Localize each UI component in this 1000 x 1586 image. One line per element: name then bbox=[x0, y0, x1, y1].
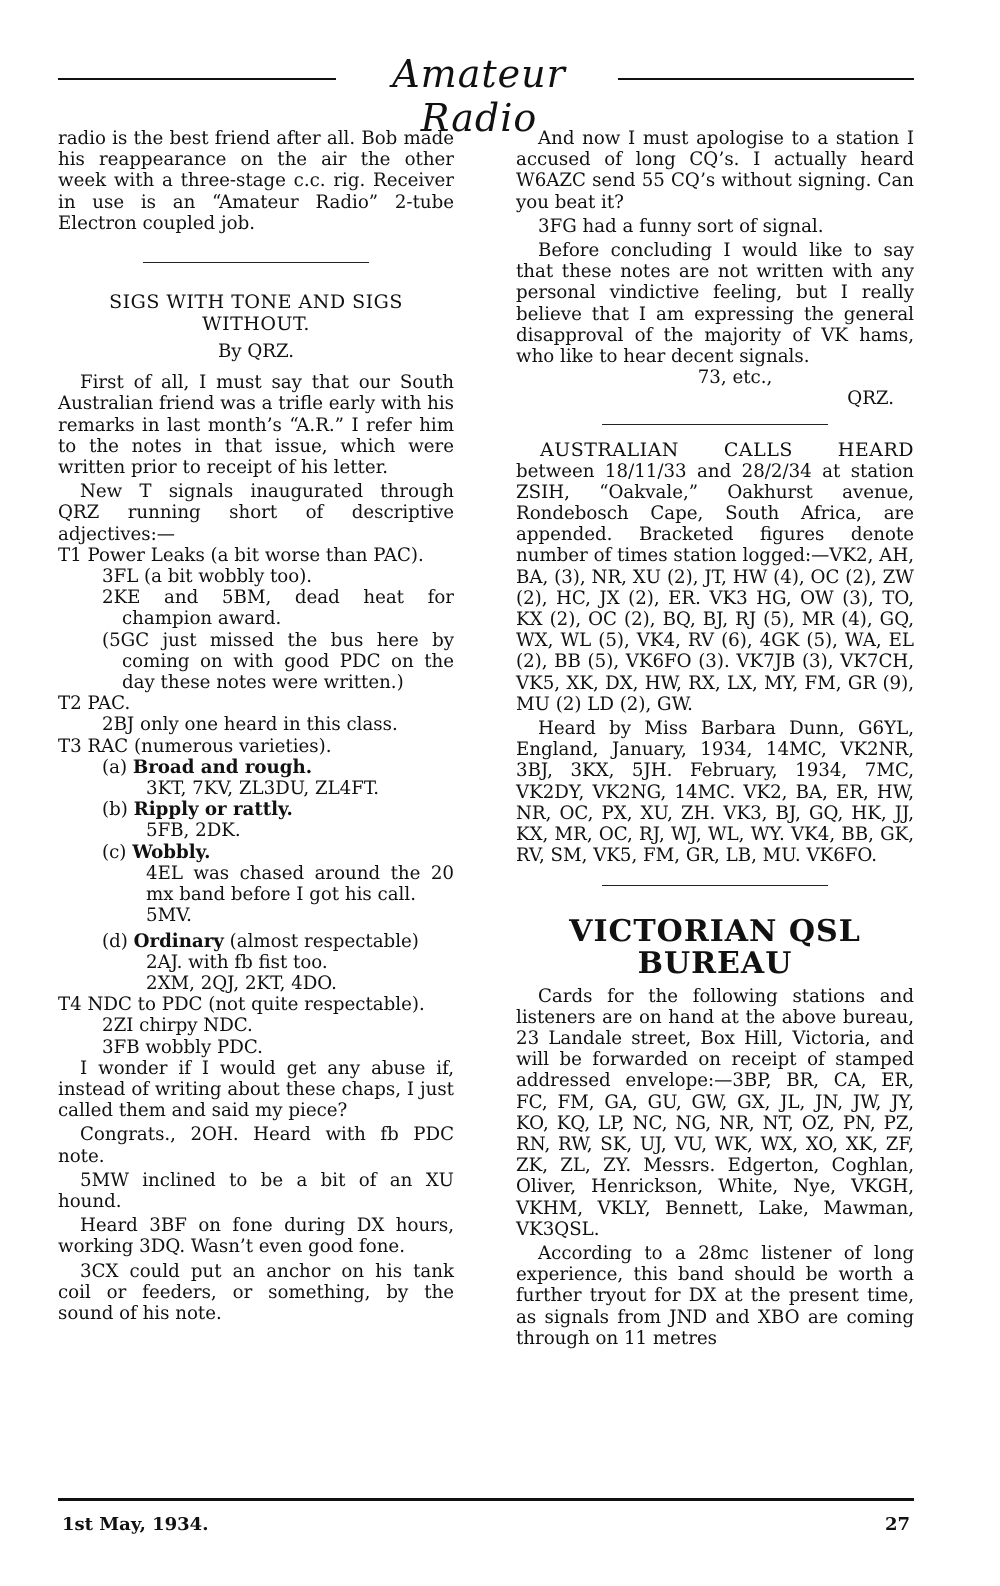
masthead-title: Amateur Radio bbox=[392, 52, 566, 140]
subclass-heading: (b) Ripply or rattly. bbox=[102, 799, 293, 821]
paragraph: Before concluding I would like to say that these notes are not written with any personal vindictive feeling, but I really believe that I am expressing the general disapproval of the majority of VK hams, who like to hear decent signals. bbox=[516, 240, 914, 368]
subclass-example: 2AJ. with fb fist too. bbox=[146, 951, 328, 973]
article-heading: SIGS WITH TONE AND SIGS WITHOUT. bbox=[109, 291, 403, 336]
subclass-example: 4EL was chased around the 20 mx band before I got his call. bbox=[146, 862, 454, 906]
paragraph: And now I must apologise to a station I accused of long CQ’s. I actually heard W6AZC send 55 CQ’s without signing. Can you beat it? bbox=[516, 128, 914, 213]
paragraph: 5MW inclined to be a bit of an XU hound. bbox=[58, 1169, 454, 1212]
t-class-item: T4 NDC to PDC (not quite respectable). bbox=[58, 994, 425, 1016]
calls-heading: AUSTRALIAN CALLS HEARD bbox=[540, 438, 914, 461]
t-class-example: 3FL (a bit wobbly too). bbox=[102, 566, 313, 588]
right-column bbox=[516, 128, 914, 1352]
footer-rule bbox=[58, 1498, 914, 1501]
paragraph: Heard by Miss Barbara Dunn, G6YL, England, January, 1934, 14MC, VK2NR, 3BJ, 3KX, 5JH. February, 1934, 7MC, VK2DY, VK2NG, 14MC. VK2, BA, ER, HW, NR, OC, PX, XU, ZH. VK3, BJ, GQ, HK, JJ, KX, MR, OC, RJ, WJ, WL, WY. VK4, BB, GK, RV, SM, VK5, FM, GR, LB, MU. VK6FO. bbox=[516, 718, 914, 867]
issue-date: 1st May, 1934. bbox=[62, 1514, 209, 1535]
page-header bbox=[58, 52, 914, 140]
t-class-item: T2 PAC. bbox=[58, 693, 131, 715]
t-class-example: 2KE and 5BM, dead heat for champion award. bbox=[102, 587, 454, 630]
page-number: 27 bbox=[884, 1514, 910, 1535]
t-class-item: T1 Power Leaks (a bit worse than PAC). bbox=[58, 544, 424, 566]
paragraph: 3FG had a funny sort of signal. bbox=[538, 215, 824, 237]
paragraph: I wonder if I would get any abuse if, instead of writing about these chaps, I just called them and said my piece? bbox=[58, 1057, 454, 1122]
header-rule-right bbox=[618, 78, 914, 80]
section-divider bbox=[602, 424, 828, 425]
left-column bbox=[58, 128, 454, 1327]
paragraph: According to a 28mc listener of long experience, this band should be worth a further tryout for DX at the present time, as signals from JND and XBO are coming through on 11 metres bbox=[516, 1242, 914, 1349]
subclass-example: 2XM, 2QJ, 2KT, 4DO. bbox=[146, 972, 337, 994]
paragraph: 3CX could put an anchor on his tank coil or feeders, or something, by the sound of his note. bbox=[58, 1260, 454, 1324]
intro-paragraph: radio is the best friend after all. Bob made his reappearance on the air the other week with a three-stage c.c. rig. Receiver in use is an “Amateur Radio” 2-tube Electron coupled job. bbox=[58, 128, 454, 234]
t-class-item: T3 RAC (numerous varieties). bbox=[58, 735, 332, 757]
subclass-heading: (a) Broad and rough. bbox=[102, 756, 313, 778]
subclass-example: 5FB, 2DK. bbox=[146, 820, 241, 842]
article-byline: By QRZ. bbox=[217, 341, 295, 363]
t-class-example: (5GC just missed the bus here by coming on with good PDC on the day these notes were written.) bbox=[102, 629, 454, 694]
section-divider bbox=[143, 262, 369, 263]
section-divider bbox=[602, 885, 828, 886]
paragraph: Cards for the following stations and listeners are on hand at the above bureau, 23 Landale street, Box Hill, Victoria, and will be forwarded on receipt of stamped addressed envelope:—3BP, BR, CA, ER, FC, FM, GA, GU, GW, GX, JL, JN, JW, JY, KO, KQ, LP, NC, NG, NR, NT, OZ, PN, PZ, RN, RW, SK, UJ, VU, WK, WX, XO, XK, ZF, ZK, ZL, ZY. Messrs. Edgerton, Coghlan, Oliver, Henrickson, White, Nye, VKGH, VKHM, VKLY, Bennett, Lake, Mawman, VK3QSL. bbox=[516, 985, 914, 1240]
subclass-heading: (d) Ordinary (almost respectable) bbox=[102, 930, 419, 952]
t-class-example: 3FB wobbly PDC. bbox=[102, 1036, 263, 1058]
signoff-author: QRZ. bbox=[847, 388, 894, 410]
t-class-example: 2ZI chirpy NDC. bbox=[102, 1015, 253, 1037]
signoff-line: 73, etc., bbox=[697, 367, 773, 389]
t-class-example: 2BJ only one heard in this class. bbox=[102, 714, 398, 736]
paragraph: Heard 3BF on fone during DX hours, working 3DQ. Wasn’t even good fone. bbox=[58, 1215, 454, 1258]
paragraph: Congrats., 2OH. Heard with fb PDC note. bbox=[58, 1124, 454, 1167]
subclass-example: 3KT, 7KV, ZL3DU, ZL4FT. bbox=[146, 778, 380, 800]
subclass-example: 5MV. bbox=[146, 905, 192, 927]
qsl-heading: VICTORIAN QSL bbox=[569, 913, 861, 949]
calls-list: between 18/11/33 and 28/2/34 at station ZSIH, “Oakvale,” Oakhurst avenue, Rondebosch Cape, South Africa, are appended. Bracketed figures denote number of times station logged:—VK2, AH, BA, (3), NR, XU (2), JT, HW (4), OC (2), ZW (2), HC, JX (2), ER. VK3 HG, OW (3), TO, KX (2), OC (2), BQ, BJ, RJ (5), MR (4), GQ, WX, WL (5), VK4, RV (6), 4GK (5), WA, EL (2), BB (5), VK6FO (3). VK7JB (3), VK7CH, VK5, XK, DX, HW, RX, LX, MY, FM, GR (9), MU (2) LD (2), GW. bbox=[516, 460, 914, 715]
qsl-heading: BUREAU bbox=[637, 945, 793, 981]
paragraph: New T signals inaugurated through QRZ running short of descriptive adjectives:— bbox=[58, 481, 454, 545]
subclass-heading: (c) Wobbly. bbox=[102, 841, 211, 863]
header-rule-left bbox=[58, 78, 336, 80]
paragraph: First of all, I must say that our South Australian friend was a trifle early with his remarks in last month’s “A.R.” I refer him to the notes in that issue, which were written prior to receipt of his letter. bbox=[58, 372, 455, 479]
